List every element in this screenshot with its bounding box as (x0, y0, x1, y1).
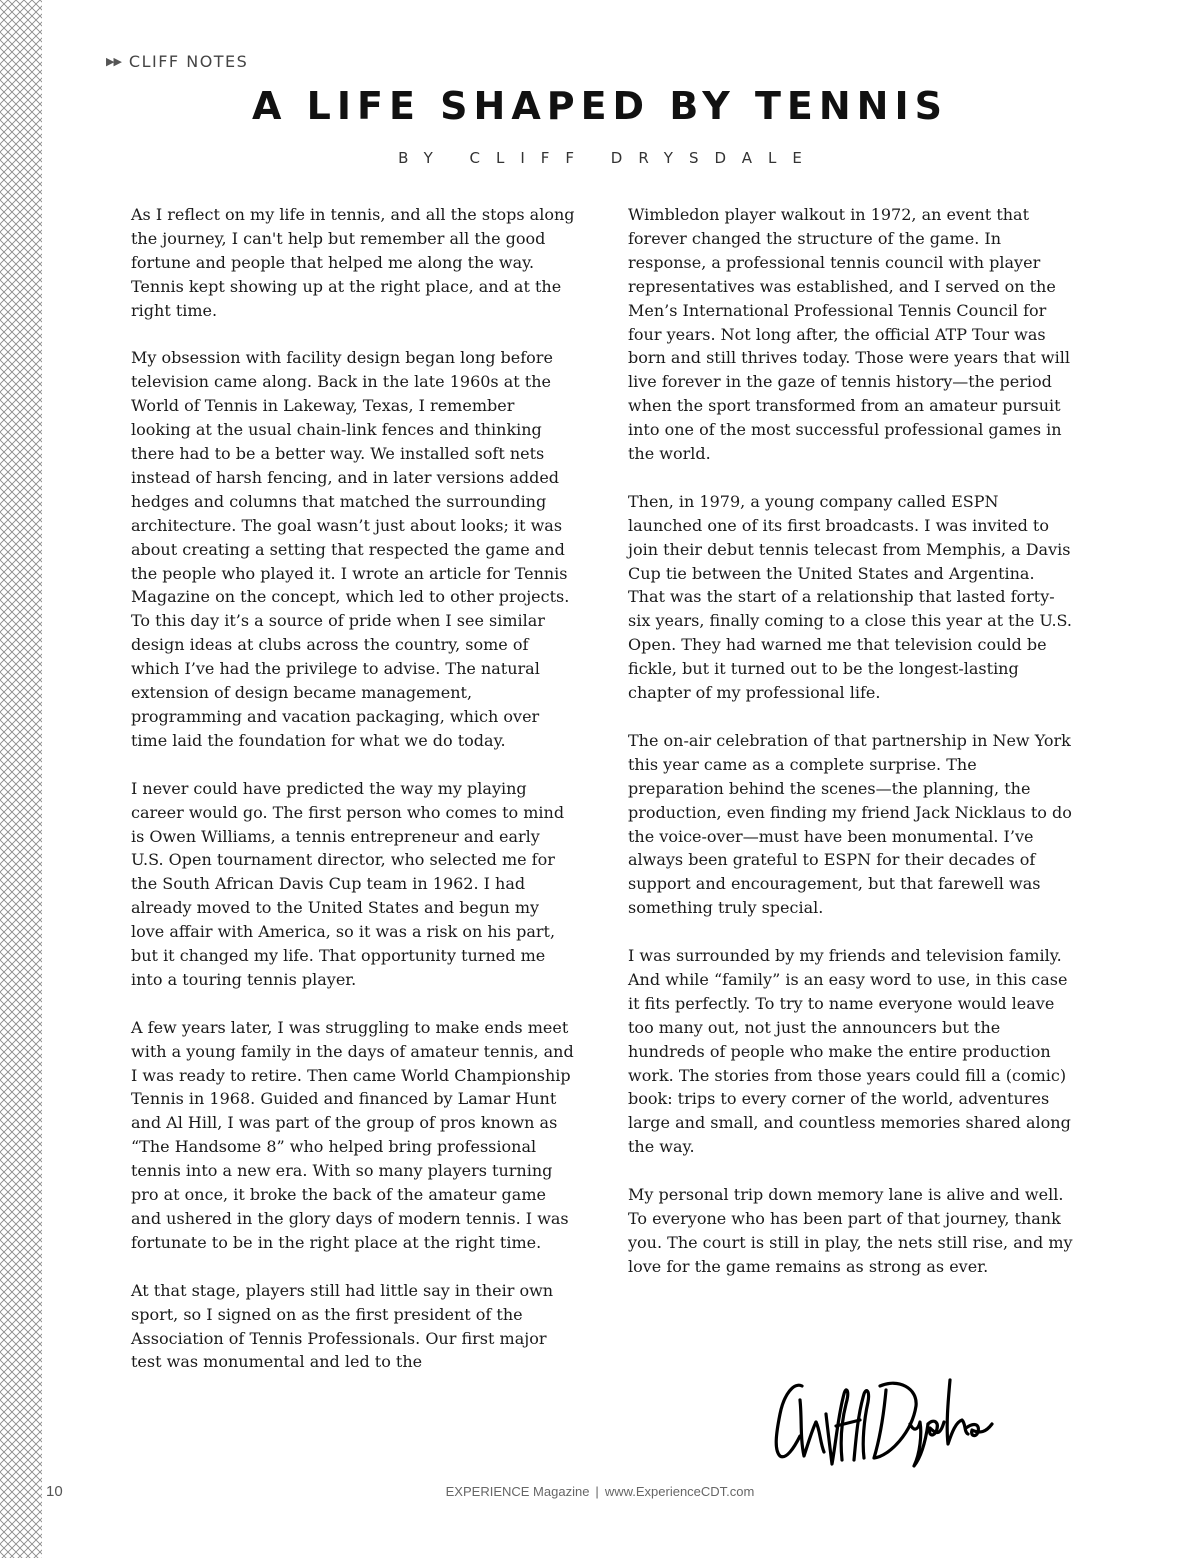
section-label (106, 52, 248, 71)
paragraph: Then, in 1979, a young company called ESPN launched one of its first broadcasts. I was invited to join their debut tennis telecast from Memphis, a Davis Cup tie between the United States and Argentina. That was the start of a relationship that lasted forty-six years, finally coming to a close this year at the U.S. Open. They had warned me that television could be fickle, but it turned out to be the longest-lasting chapter of my professional life. (628, 491, 1073, 703)
paragraph: At that stage, players still had little say in their own sport, so I signed on as the first president of the Association of Tennis Professionals. Our first major test was monumental and led to the (131, 1280, 554, 1372)
paragraph: As I reflect on my life in tennis, and all the stops along the journey, I can't help but remember all the good fortune and people that helped me along the way. Tennis kept showing up at the right place, and at the right time. (131, 205, 575, 320)
footer-separator: | (595, 1484, 599, 1499)
paragraph: A few years later, I was struggling to make ends meet with a young family in the days of amateur tennis, and I was ready to retire. Then came World Championship Tennis in 1968. Guided and financed by Lamar Hunt and Al Hill, I was part of the group of pros known as “The Handsome 8” who helped bring professional tennis into a new era. With so many players turning pro at once, it broke the back of the amateur game and ushered in the glory days of modern tennis. I was fortunate to be in the right place at the right time. (131, 1017, 574, 1252)
author-signature (770, 1360, 1000, 1470)
paragraph: I never could have predicted the way my playing career would go. The first person who comes to mind is Owen Williams, a tennis entrepreneur and early U.S. Open tournament director, who selected me for the South African Davis Cup team in 1962. I had already moved to the United States and begun my love affair with America, so it was a risk on his part, but it changed my life. That opportunity turned me into a touring tennis player. (131, 778, 565, 989)
crosshatch-border-pattern (0, 0, 42, 1558)
website-link[interactable]: www.ExperienceCDT.com (604, 1484, 755, 1499)
paragraph: Wimbledon player walkout in 1972, an event that forever changed the structure of the game. In response, a professional tennis council with player representatives was established, and I served on the Men’s International Professional Tennis Council for four years. Not long after, the official ATP Tour was born and still thrives today. Those were years that will live forever in the gaze of tennis history—the period when the sport transformed from an amateur pursuit into one of the most successful professional games in the world. (628, 205, 1070, 464)
publication-name: EXPERIENCE Magazine (445, 1484, 590, 1499)
page-footer (0, 1484, 1200, 1499)
paragraph: I was surrounded by my friends and television family. And while “family” is an easy word to use, in this case it fits perfectly. To try to name everyone would leave too many out, not just the announcers but the hundreds of people who make the entire production work. The stories from those years could fill a (comic) book: trips to every corner of the world, adventures large and small, and countless memories shared along the way. (628, 946, 1071, 1157)
paragraph: My personal trip down memory lane is alive and well. To everyone who has been part of that journey, thank you. The court is still in play, the nets still rise, and my love for the game remains as strong as ever. (628, 1185, 1073, 1276)
article-title: A LIFE SHAPED BY TENNIS (252, 84, 948, 128)
left-text-column (131, 203, 576, 1398)
paragraph: The on-air celebration of that partnership in New York this year came as a complete surprise. The preparation behind the scenes—the planning, the production, even finding my friend Jack Nicklaus to do the voice-over—must have been monumental. I’ve always been grateful to ESPN for their decades of support and encouragement, but that farewell was something truly special. (628, 730, 1072, 918)
double-arrow-icon: ▶▶ (106, 55, 121, 68)
section-label-text: CLIFF NOTES (128, 52, 249, 71)
article-byline: BY CLIFF DRYSDALE (398, 149, 818, 167)
right-text-column (628, 203, 1076, 1303)
page-number: 10 (46, 1483, 63, 1500)
paragraph: My obsession with facility design began long before television came along. Back in the late 1960s at the World of Tennis in Lakeway, Texas, I remember looking at the usual chain-link fences and thinking there had to be a better way. We installed soft nets instead of harsh fencing, and in later versions added hedges and columns that matched the surrounding architecture. The goal wasn’t just about looks; it was about creating a setting that respected the game and the people who played it. I wrote an article for Tennis Magazine on the concept, which led to other projects. To this day it’s a source of pride when I see similar design ideas at clubs across the country, some of which I’ve had the privilege to advise. The natural extension of design became management, programming and vacation packaging, which over time laid the foundation for what we do today. (131, 348, 570, 750)
